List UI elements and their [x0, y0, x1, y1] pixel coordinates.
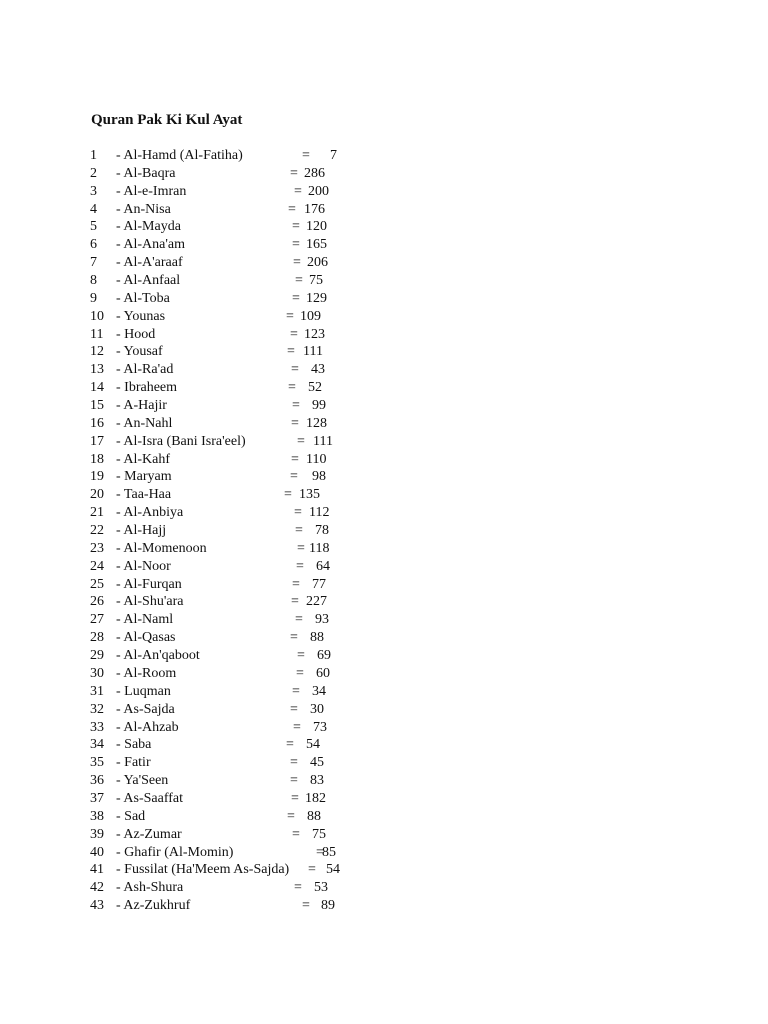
- ayat-count: 111: [303, 344, 323, 360]
- equals-sign: =: [290, 630, 298, 646]
- list-item: [0, 486, 768, 504]
- ayat-count: 176: [304, 201, 325, 217]
- equals-sign: =: [291, 594, 299, 610]
- ayat-count: 93: [315, 612, 329, 628]
- list-item: [0, 254, 768, 272]
- equals-sign: =: [292, 290, 300, 306]
- ayat-count: 60: [316, 665, 330, 681]
- equals-sign: =: [290, 165, 298, 181]
- ayat-count: 118: [309, 540, 330, 556]
- surah-number: 16: [90, 415, 104, 431]
- ayat-count: 73: [313, 719, 327, 735]
- surah-name: - Ya'Seen: [116, 773, 169, 789]
- surah-name: - Al-Isra (Bani Isra'eel): [116, 433, 246, 449]
- surah-number: 33: [90, 719, 104, 735]
- surah-name: - Al-e-Imran: [116, 183, 187, 199]
- list-item: [0, 879, 768, 897]
- surah-number: 4: [90, 201, 97, 217]
- surah-number: 21: [90, 505, 104, 521]
- equals-sign: =: [295, 273, 303, 289]
- equals-sign: =: [294, 880, 302, 896]
- ayat-count: 88: [310, 630, 324, 646]
- surah-number: 39: [90, 826, 104, 842]
- surah-name: - Ash-Shura: [116, 880, 184, 896]
- ayat-count: 120: [306, 219, 327, 235]
- list-item: [0, 844, 768, 862]
- ayat-count: 85: [322, 844, 336, 860]
- surah-name: - Saba: [116, 737, 152, 753]
- list-item: [0, 326, 768, 344]
- list-item: [0, 272, 768, 290]
- list-item: [0, 861, 768, 879]
- surah-name: - Al-Anbiya: [116, 505, 184, 521]
- surah-name: - Maryam: [116, 469, 172, 485]
- equals-sign: =: [292, 826, 300, 842]
- list-item: [0, 558, 768, 576]
- equals-sign: =: [291, 790, 299, 806]
- ayat-count: 83: [310, 773, 324, 789]
- surah-name: - Ibraheem: [116, 380, 178, 396]
- list-item: [0, 415, 768, 433]
- ayat-count: 34: [312, 683, 326, 699]
- list-item: [0, 808, 768, 826]
- surah-number: 30: [90, 665, 104, 681]
- equals-sign: =: [292, 576, 300, 592]
- surah-number: 12: [90, 344, 104, 360]
- ayat-count: 200: [308, 183, 329, 199]
- surah-number: 17: [90, 433, 104, 449]
- ayat-count: 165: [306, 237, 327, 253]
- ayat-count: 89: [321, 898, 335, 914]
- list-item: [0, 290, 768, 308]
- ayat-count: 182: [305, 790, 326, 806]
- surah-number: 27: [90, 612, 104, 628]
- surah-name: - Fatir: [116, 755, 151, 771]
- ayat-count: 75: [312, 826, 326, 842]
- surah-name: - Az-Zumar: [116, 826, 182, 842]
- equals-sign: =: [291, 415, 299, 431]
- list-item: [0, 379, 768, 397]
- list-item: [0, 165, 768, 183]
- equals-sign: =: [302, 148, 310, 163]
- ayat-count: 75: [309, 273, 323, 289]
- surah-number: 15: [90, 398, 104, 414]
- equals-sign: =: [302, 898, 310, 914]
- surah-number: 3: [90, 183, 97, 199]
- surah-number: 31: [90, 683, 104, 699]
- ayat-count: 30: [310, 701, 324, 717]
- surah-name: - As-Saaffat: [116, 790, 183, 806]
- ayat-count: 7: [330, 148, 337, 163]
- surah-number: 32: [90, 701, 104, 717]
- list-item: [0, 236, 768, 254]
- surah-number: 43: [90, 898, 104, 914]
- list-item: [0, 897, 768, 915]
- surah-name: - Al-A'araaf: [116, 255, 183, 271]
- list-item: [0, 343, 768, 361]
- surah-name: - Al-Momenoon: [116, 540, 207, 556]
- list-item: [0, 468, 768, 486]
- equals-sign: =: [288, 201, 296, 217]
- ayat-count: 78: [315, 523, 329, 539]
- ayat-count: 77: [312, 576, 326, 592]
- equals-sign: =: [291, 362, 299, 378]
- surah-name: - Al-Mayda: [116, 219, 181, 235]
- surah-number: 18: [90, 451, 104, 467]
- ayat-count: 123: [304, 326, 325, 342]
- surah-number: 34: [90, 737, 104, 753]
- list-item: [0, 433, 768, 451]
- list-item: [0, 683, 768, 701]
- ayat-count: 69: [317, 648, 331, 664]
- surah-name: - Al-Ra'ad: [116, 362, 174, 378]
- list-item: [0, 201, 768, 219]
- ayat-count: 128: [306, 415, 327, 431]
- ayat-count: 206: [307, 255, 328, 271]
- surah-number: 13: [90, 362, 104, 378]
- equals-sign: =: [291, 451, 299, 467]
- surah-name: - Yousaf: [116, 344, 163, 360]
- list-item: [0, 540, 768, 558]
- equals-sign: =: [297, 433, 305, 449]
- list-item: [0, 397, 768, 415]
- ayat-count: 98: [312, 469, 326, 485]
- equals-sign: =: [287, 344, 295, 360]
- equals-sign: =: [295, 523, 303, 539]
- surah-name: - A-Hajir: [116, 398, 167, 414]
- equals-sign: =: [290, 773, 298, 789]
- equals-sign: =: [293, 719, 301, 735]
- surah-number: 2: [90, 165, 97, 181]
- equals-sign: =: [284, 487, 292, 503]
- surah-number: 6: [90, 237, 97, 253]
- surah-number: 7: [90, 255, 97, 271]
- equals-sign: =: [292, 237, 300, 253]
- surah-number: 14: [90, 380, 104, 396]
- ayat-count: 286: [304, 165, 325, 181]
- surah-number: 26: [90, 594, 104, 610]
- equals-sign: =: [290, 755, 298, 771]
- surah-name: - Al-Toba: [116, 290, 170, 306]
- ayat-count: 129: [306, 290, 327, 306]
- surah-name: - Al-Noor: [116, 558, 171, 574]
- surah-number: 37: [90, 790, 104, 806]
- list-item: [0, 826, 768, 844]
- ayat-count: 64: [316, 558, 330, 574]
- surah-name: - As-Sajda: [116, 701, 175, 717]
- surah-name: - Al-Hamd (Al-Fatiha): [116, 148, 243, 163]
- list-item: [0, 665, 768, 683]
- list-item: [0, 754, 768, 772]
- surah-name: - Sad: [116, 808, 146, 824]
- equals-sign: =: [297, 540, 305, 556]
- surah-number: 38: [90, 808, 104, 824]
- surah-name: - Al-Baqra: [116, 165, 176, 181]
- surah-number: 8: [90, 273, 97, 289]
- list-item: [0, 611, 768, 629]
- ayat-count: 99: [312, 398, 326, 414]
- surah-name: - Al-Ana'am: [116, 237, 186, 253]
- list-item: [0, 736, 768, 754]
- ayat-count: 43: [311, 362, 325, 378]
- surah-number: 22: [90, 523, 104, 539]
- surah-name: - Younas: [116, 308, 166, 324]
- equals-sign: =: [297, 648, 305, 664]
- list-item: [0, 361, 768, 379]
- surah-number: 20: [90, 487, 104, 503]
- surah-number: 1: [90, 148, 97, 163]
- list-item: [0, 183, 768, 201]
- surah-number: 10: [90, 308, 104, 324]
- surah-name: - Al-Qasas: [116, 630, 176, 646]
- list-item: [0, 147, 768, 165]
- surah-name: - Al-Room: [116, 665, 177, 681]
- ayat-count: 135: [299, 487, 320, 503]
- equals-sign: =: [290, 701, 298, 717]
- surah-list: [0, 147, 768, 915]
- equals-sign: =: [288, 380, 296, 396]
- list-item: [0, 522, 768, 540]
- ayat-count: 53: [314, 880, 328, 896]
- equals-sign: =: [286, 737, 294, 753]
- ayat-count: 52: [308, 380, 322, 396]
- surah-number: 35: [90, 755, 104, 771]
- ayat-count: 112: [309, 505, 330, 521]
- list-item: [0, 504, 768, 522]
- equals-sign: =: [290, 469, 298, 485]
- surah-number: 29: [90, 648, 104, 664]
- ayat-count: 54: [326, 862, 340, 878]
- surah-number: 5: [90, 219, 97, 235]
- list-item: [0, 593, 768, 611]
- list-item: [0, 308, 768, 326]
- equals-sign: =: [292, 219, 300, 235]
- ayat-count: 110: [306, 451, 327, 467]
- surah-number: 25: [90, 576, 104, 592]
- surah-name: - Luqman: [116, 683, 171, 699]
- surah-number: 24: [90, 558, 104, 574]
- list-item: [0, 629, 768, 647]
- surah-number: 19: [90, 469, 104, 485]
- surah-number: 23: [90, 540, 104, 556]
- list-item: [0, 451, 768, 469]
- ayat-count: 54: [306, 737, 320, 753]
- equals-sign: =: [294, 505, 302, 521]
- surah-number: 36: [90, 773, 104, 789]
- surah-name: - Al-Anfaal: [116, 273, 181, 289]
- surah-name: - An-Nahl: [116, 415, 173, 431]
- equals-sign: =: [292, 398, 300, 414]
- surah-name: - Al-Shu'ara: [116, 594, 184, 610]
- ayat-count: 109: [300, 308, 321, 324]
- surah-number: 42: [90, 880, 104, 896]
- list-item: [0, 647, 768, 665]
- surah-name: - Ghafir (Al-Momin): [116, 844, 234, 860]
- surah-name: - An-Nisa: [116, 201, 171, 217]
- surah-name: - Al-Ahzab: [116, 719, 179, 735]
- ayat-count: 227: [306, 594, 327, 610]
- surah-number: 28: [90, 630, 104, 646]
- surah-name: - Al-Naml: [116, 612, 174, 628]
- equals-sign: =: [294, 183, 302, 199]
- equals-sign: =: [308, 862, 316, 878]
- document-title: Quran Pak Ki Kul Ayat: [91, 112, 243, 128]
- surah-name: - Hood: [116, 326, 156, 342]
- ayat-count: 88: [307, 808, 321, 824]
- list-item: [0, 719, 768, 737]
- surah-number: 41: [90, 862, 104, 878]
- equals-sign: =: [316, 844, 324, 860]
- surah-number: 11: [90, 326, 104, 342]
- surah-name: - Al-Kahf: [116, 451, 171, 467]
- equals-sign: =: [287, 808, 295, 824]
- surah-name: - Taa-Haa: [116, 487, 172, 503]
- equals-sign: =: [292, 683, 300, 699]
- equals-sign: =: [296, 665, 304, 681]
- ayat-count: 111: [313, 433, 333, 449]
- ayat-count: 45: [310, 755, 324, 771]
- list-item: [0, 790, 768, 808]
- surah-number: 40: [90, 844, 104, 860]
- list-item: [0, 701, 768, 719]
- equals-sign: =: [290, 326, 298, 342]
- equals-sign: =: [286, 308, 294, 324]
- surah-name: - Al-An'qaboot: [116, 648, 200, 664]
- surah-name: - Fussilat (Ha'Meem As-Sajda): [116, 862, 290, 878]
- equals-sign: =: [295, 612, 303, 628]
- equals-sign: =: [293, 255, 301, 271]
- list-item: [0, 576, 768, 594]
- surah-name: - Al-Hajj: [116, 523, 167, 539]
- equals-sign: =: [296, 558, 304, 574]
- surah-name: - Al-Furqan: [116, 576, 182, 592]
- surah-number: 9: [90, 290, 97, 306]
- surah-name: - Az-Zukhruf: [116, 898, 191, 914]
- list-item: [0, 218, 768, 236]
- list-item: [0, 772, 768, 790]
